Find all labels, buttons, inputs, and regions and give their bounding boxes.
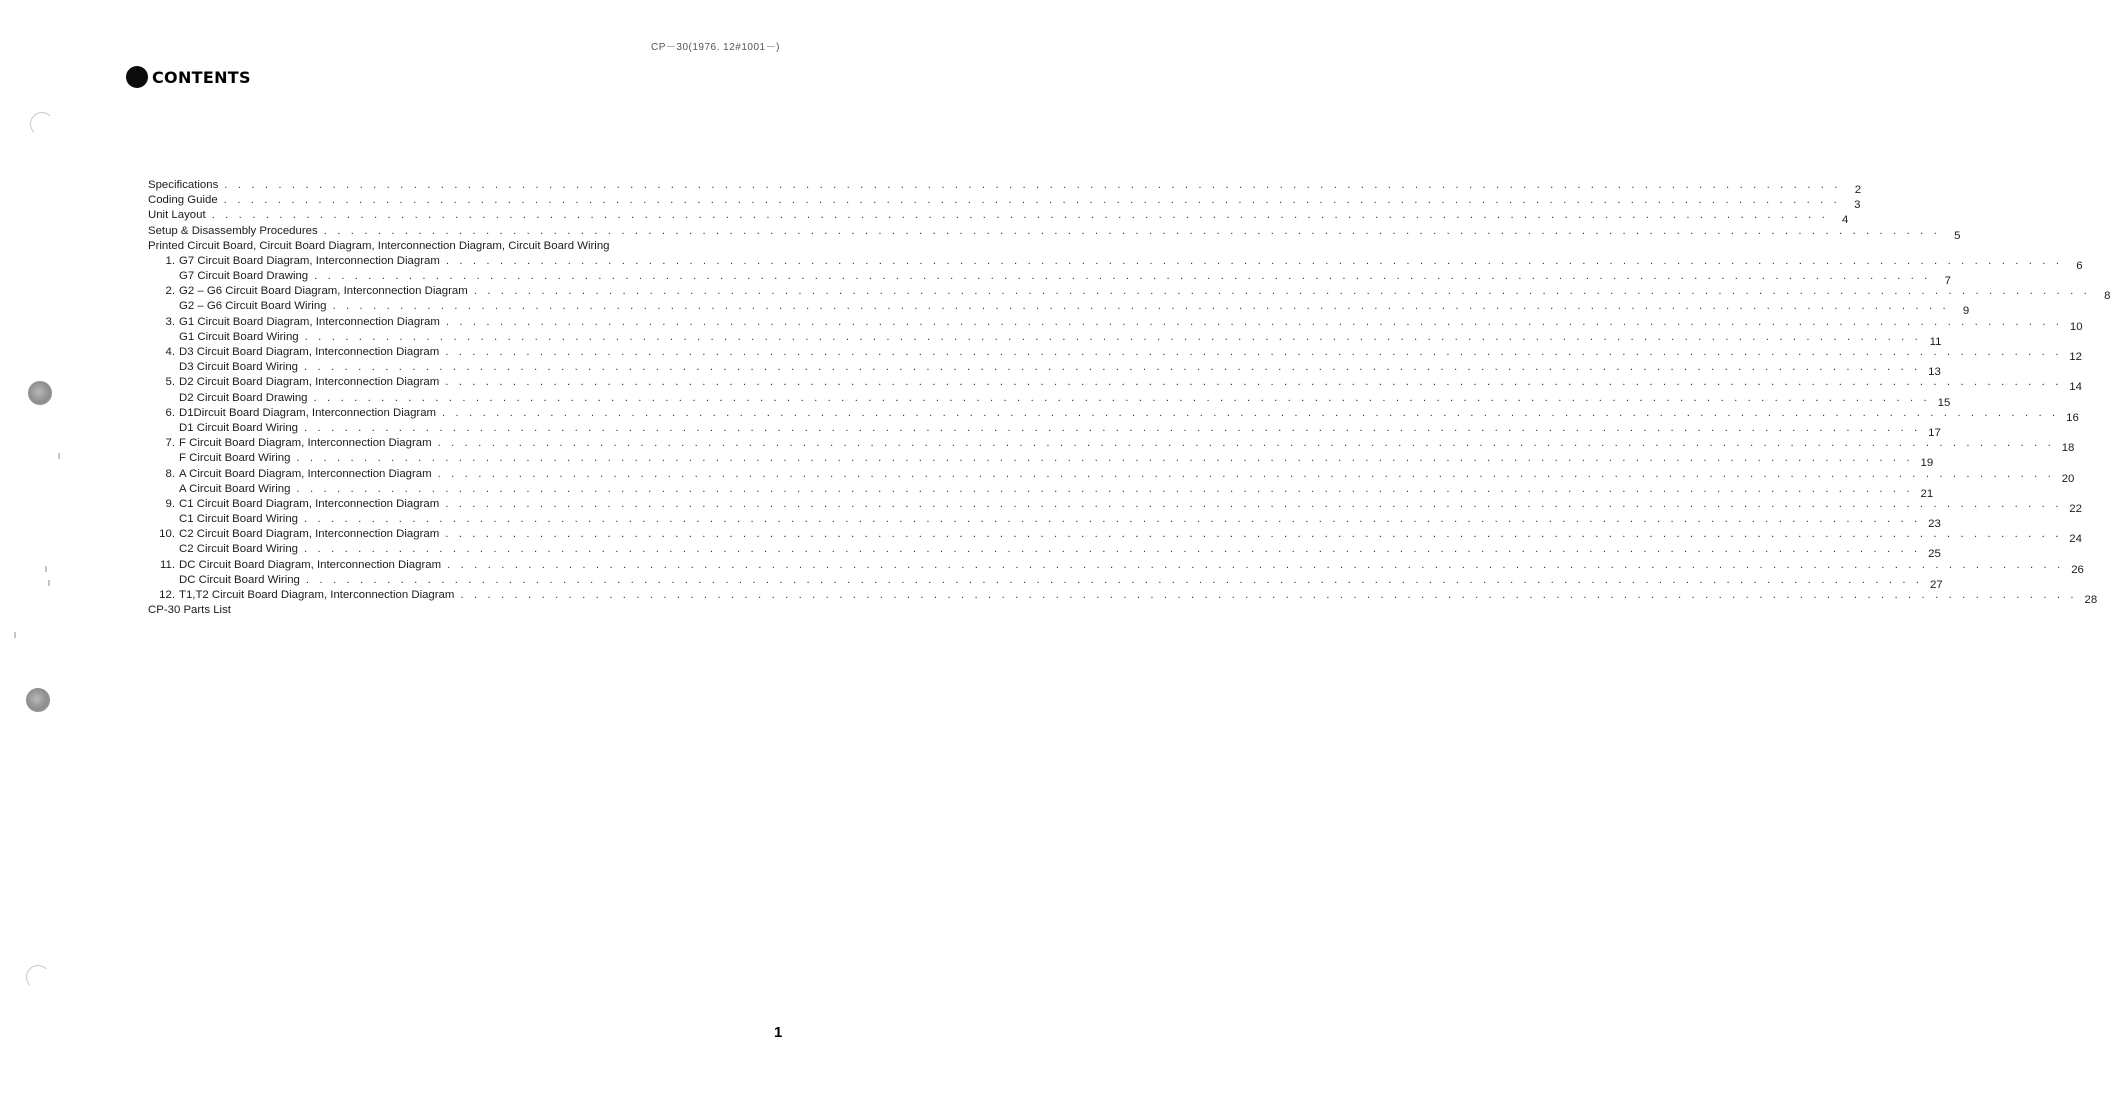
toc-entry bbox=[148, 193, 1861, 212]
toc-entry bbox=[148, 512, 1941, 531]
table-of-contents bbox=[148, 178, 2110, 618]
toc-entry-page: 4 bbox=[1842, 214, 1849, 227]
toc-entry-title: G1 Circuit Board Wiring bbox=[179, 330, 299, 343]
toc-dot-leader: . . . . . . . . . . . . . . . . . . . . . . . . . . . . . . . . . . . . . . . . . . . . . . . . . . . . . . . . . . . . . . . . . . . . . . . . . . . . . . . . . . . . . . . . . . . . . . . . . . . . . . . . . . . . . . . . . . . . . . . . bbox=[437, 467, 2055, 480]
toc-entry-page: 21 bbox=[1920, 487, 1934, 500]
toc-entry-page: 10 bbox=[2069, 320, 2083, 333]
toc-dot-leader: . . . . . . . . . . . . . . . . . . . . . . . . . . . . . . . . . . . . . . . . . . . . . . . . . . . . . . . . . . . . . . . . . . . . . . . . . . . . . . . . . . . . . . . . . . . . . . . . . . . . . . . . . . . . . . . . . . . . . . . . bbox=[304, 330, 1922, 343]
toc-entry-page: 28 bbox=[2084, 594, 2098, 607]
toc-entry-title: DC Circuit Board Wiring bbox=[179, 573, 300, 586]
binder-hole-icon bbox=[28, 381, 52, 405]
toc-entry-number: 7. bbox=[165, 437, 175, 450]
toc-entry bbox=[148, 467, 2075, 485]
toc-entry-number: 4. bbox=[165, 346, 175, 359]
toc-entry bbox=[148, 543, 1941, 561]
toc-dot-leader: . . . . . . . . . . . . . . . . . . . . . . . . . . . . . . . . . . . . . . . . . . . . . . . . . . . . . . . . . . . . . . . . . . . . . . . . . . . . . . . . . . . . . . . . . . . . . . . . . . . . . . . . . . . . . . . . . . . . . . . . bbox=[313, 391, 1931, 404]
toc-entry bbox=[148, 421, 1941, 439]
toc-dot-leader: . . . . . . . . . . . . . . . . . . . . . . . . . . . . . . . . . . . . . . . . . . . . . . . . . . . . . . . . . . . . . . . . . . . . . . . . . . . . . . . . . . . . . . . . . . . . . . . . . . . . . . . . . . . . . . . . . . . . . . . . bbox=[473, 285, 2091, 298]
toc-entry-page: 27 bbox=[1930, 578, 1943, 591]
toc-entry-page: 3 bbox=[1854, 199, 1861, 212]
toc-entry-title: D2 Circuit Board Diagram, Interconnection Diagram bbox=[179, 376, 440, 389]
toc-entry bbox=[148, 208, 1849, 227]
heading-bullet-icon bbox=[126, 66, 148, 88]
toc-entry bbox=[148, 375, 2082, 394]
toc-entry-number: 3. bbox=[165, 315, 175, 328]
toc-entry-title: F Circuit Board Wiring bbox=[179, 452, 291, 465]
toc-dot-leader: . . . . . . . . . . . . . . . . . . . . . . . . . . . . . . . . . . . . . . . . . . . . . . . . . . . . . . . . . . . . . . . . . . . . . . . . . . . . . . . . . . . . . . . . . . . . . . . . . . . . . . . . . . . . . . . . . . . . . . . . bbox=[332, 300, 1950, 313]
toc-entry bbox=[148, 269, 1951, 288]
toc-entry-number: 11. bbox=[160, 558, 175, 571]
toc-entry bbox=[148, 482, 1934, 500]
toc-entry-title: D3 Circuit Board Diagram, Interconnection Diagram bbox=[179, 346, 440, 359]
toc-entry bbox=[148, 284, 2110, 303]
toc-entry bbox=[148, 224, 1961, 242]
toc-entry-title: CP-30 Parts List bbox=[148, 604, 231, 617]
binder-hole-icon bbox=[26, 688, 50, 712]
toc-dot-leader: . . . . . . . . . . . . . . . . . . . . . . . . . . . . . . . . . . . . . . . . . . . . . . . . . . . . . . . . . . . . . . . . . . . . . . . . . . . . . . . . . . . . . . . . . . . . . . . . . . . . . . . . . . . . . . . . . . . . . . . . bbox=[445, 254, 2063, 267]
binder-hole-outline-icon bbox=[26, 965, 50, 989]
toc-entry bbox=[148, 406, 2079, 424]
toc-dot-leader: . . . . . . . . . . . . . . . . . . . . . . . . . . . . . . . . . . . . . . . . . . . . . . . . . . . . . . . . . . . . . . . . . . . . . . . . . . . . . . . . . . . . . . . . . . . . . . . . . . . . . . . . . . . . . . . . . . . . . . . . bbox=[314, 270, 1931, 283]
binder-hole-outline-icon bbox=[30, 112, 54, 136]
toc-dot-leader: . . . . . . . . . . . . . . . . . . . . . . . . . . . . . . . . . . . . . . . . . . . . . . . . . . . . . . . . . . . . . . . . . . . . . . . . . . . . . . . . . . . . . . . . . . . . . . . . . . . . . . . . . . . . . . . . . . . . . . . . bbox=[304, 361, 1921, 374]
toc-entry bbox=[148, 254, 2083, 272]
toc-entry-page: 13 bbox=[1928, 366, 1941, 379]
toc-entry-page: 22 bbox=[2069, 502, 2082, 515]
toc-entry-page: 19 bbox=[1920, 457, 1934, 470]
toc-entry-page: 23 bbox=[1928, 518, 1941, 531]
toc-entry-page: 5 bbox=[1954, 229, 1961, 242]
toc-entry bbox=[148, 315, 2083, 333]
toc-dot-leader: . . . . . . . . . . . . . . . . . . . . . . . . . . . . . . . . . . . . . . . . . . . . . . . . . . . . . . . . . . . . . . . . . . . . . . . . . . . . . . . . . . . . . . . . . . . . . . . . . . . . . . . . . . . . . . . . . . . . . . . . bbox=[442, 406, 2059, 419]
scan-speck bbox=[58, 453, 60, 459]
toc-entry-title: G7 Circuit Board Drawing bbox=[179, 270, 309, 283]
toc-entry-page: 15 bbox=[1937, 396, 1951, 409]
toc-entry bbox=[148, 391, 1951, 409]
toc-dot-leader: . . . . . . . . . . . . . . . . . . . . . . . . . . . . . . . . . . . . . . . . . . . . . . . . . . . . . . . . . . . . . . . . . . . . . . . . . . . . . . . . . . . . . . . . . . . . . . . . . . . . . . . . . . . . . . . . . . . . . . . . bbox=[224, 178, 1842, 191]
toc-entry-title: Setup & Disassembly Procedures bbox=[148, 224, 318, 237]
toc-dot-leader: . . . . . . . . . . . . . . . . . . . . . . . . . . . . . . . . . . . . . . . . . . . . . . . . . . . . . . . . . . . . . . . . . . . . . . . . . . . . . . . . . . . . . . . . . . . . . . . . . . . . . . . . . . . . . . . . . . . . . . . . bbox=[445, 315, 2063, 328]
toc-entry-page: 14 bbox=[2069, 381, 2082, 394]
toc-dot-leader: . . . . . . . . . . . . . . . . . . . . . . . . . . . . . . . . . . . . . . . . . . . . . . . . . . . . . . . . . . . . . . . . . . . . . . . . . . . . . . . . . . . . . . . . . . . . . . . . . . . . . . . . . . . . . . . . . . . . . . . . bbox=[304, 543, 1921, 556]
toc-dot-leader: . . . . . . . . . . . . . . . . . . . . . . . . . . . . . . . . . . . . . . . . . . . . . . . . . . . . . . . . . . . . . . . . . . . . . . . . . . . . . . . . . . . . . . . . . . . . . . . . . . . . . . . . . . . . . . . . . . . . . . . . bbox=[445, 497, 2062, 510]
toc-entry-number: 1. bbox=[165, 254, 175, 267]
toc-dot-leader: . . . . . . . . . . . . . . . . . . . . . . . . . . . . . . . . . . . . . . . . . . . . . . . . . . . . . . . . . . . . . . . . . . . . . . . . . . . . . . . . . . . . . . . . . . . . . . . . . . . . . . . . . . . . . . . . . . . . . . . . bbox=[445, 376, 2062, 389]
toc-entry-page: 16 bbox=[2066, 411, 2079, 424]
toc-entry-title: A Circuit Board Diagram, Interconnection Diagram bbox=[179, 467, 432, 480]
toc-entry-title: C2 Circuit Board Diagram, Interconnection Diagram bbox=[179, 528, 440, 541]
toc-entry-number: 9. bbox=[165, 497, 175, 510]
toc-entry-page: 7 bbox=[1944, 275, 1951, 288]
toc-entry-page: 18 bbox=[2061, 442, 2075, 455]
toc-dot-leader: . . . . . . . . . . . . . . . . . . . . . . . . . . . . . . . . . . . . . . . . . . . . . . . . . . . . . . . . . . . . . . . . . . . . . . . . . . . . . . . . . . . . . . . . . . . . . . . . . . . . . . . . . . . . . . . . . . . . . . . . bbox=[296, 482, 1914, 495]
toc-entry-title: Specifications bbox=[148, 178, 219, 191]
toc-entry-page: 11 bbox=[1929, 335, 1942, 348]
page-title: CONTENTS bbox=[152, 67, 251, 87]
toc-dot-leader: . . . . . . . . . . . . . . . . . . . . . . . . . . . . . . . . . . . . . . . . . . . . . . . . . . . . . . . . . . . . . . . . . . . . . . . . . . . . . . . . . . . . . . . . . . . . . . . . . . . . . . . . . . . . . . . . . . . . . . . . bbox=[445, 528, 2062, 541]
toc-entry-page: 6 bbox=[2076, 259, 2083, 272]
page-number: 1 bbox=[774, 1024, 783, 1041]
toc-entry bbox=[148, 330, 1942, 348]
toc-entry-page: 24 bbox=[2069, 533, 2082, 546]
toc-entry-page: 17 bbox=[1928, 426, 1941, 439]
toc-entry-number: 5. bbox=[165, 376, 175, 389]
toc-entry-page: 20 bbox=[2061, 472, 2075, 485]
toc-entry-title: C1 Circuit Board Wiring bbox=[179, 513, 299, 526]
toc-entry-title: T1,T2 Circuit Board Diagram, Interconnection Diagram bbox=[179, 589, 455, 602]
toc-entry bbox=[148, 345, 2082, 364]
toc-entry bbox=[148, 588, 2098, 607]
toc-entry-number: 6. bbox=[165, 406, 175, 419]
toc-dot-leader: . . . . . . . . . . . . . . . . . . . . . . . . . . . . . . . . . . . . . . . . . . . . . . . . . . . . . . . . . . . . . . . . . . . . . . . . . . . . . . . . . . . . . . . . . . . . . . . . . . . . . . . . . . . . . . . . . . . . . . . . bbox=[305, 573, 1923, 586]
toc-entry-page: 26 bbox=[2071, 563, 2084, 576]
toc-dot-leader: . . . . . . . . . . . . . . . . . . . . . . . . . . . . . . . . . . . . . . . . . . . . . . . . . . . . . . . . . . . . . . . . . . . . . . . . . . . . . . . . . . . . . . . . . . . . . . . . . . . . . . . . . . . . . . . . . . . . . . . . bbox=[211, 209, 1829, 222]
toc-dot-leader: . . . . . . . . . . . . . . . . . . . . . . . . . . . . . . . . . . . . . . . . . . . . . . . . . . . . . . . . . . . . . . . . . . . . . . . . . . . . . . . . . . . . . . . . . . . . . . . . . . . . . . . . . . . . . . . . . . . . . . . . bbox=[437, 437, 2055, 450]
toc-dot-leader: . . . . . . . . . . . . . . . . . . . . . . . . . . . . . . . . . . . . . . . . . . . . . . . . . . . . . . . . . . . . . . . . . . . . . . . . . . . . . . . . . . . . . . . . . . . . . . . . . . . . . . . . . . . . . . . . . . . . . . . . bbox=[304, 421, 1921, 434]
toc-entry bbox=[148, 360, 1941, 379]
toc-dot-leader: . . . . . . . . . . . . . . . . . . . . . . . . . . . . . . . . . . . . . . . . . . . . . . . . . . . . . . . . . . . . . . . . . . . . . . . . . . . . . . . . . . . . . . . . . . . . . . . . . . . . . . . . . . . . . . . . . . . . . . . . bbox=[223, 194, 1841, 207]
toc-entry-title: G2 – G6 Circuit Board Diagram, Interconnection Diagram bbox=[179, 285, 468, 298]
toc-entry-page: 25 bbox=[1928, 548, 1941, 561]
toc-entry bbox=[148, 558, 2084, 576]
toc-entry-title: A Circuit Board Wiring bbox=[179, 482, 291, 495]
toc-dot-leader: . . . . . . . . . . . . . . . . . . . . . . . . . . . . . . . . . . . . . . . . . . . . . . . . . . . . . . . . . . . . . . . . . . . . . . . . . . . . . . . . . . . . . . . . . . . . . . . . . . . . . . . . . . . . . . . . . . . . . . . . bbox=[323, 224, 1941, 237]
toc-dot-leader: . . . . . . . . . . . . . . . . . . . . . . . . . . . . . . . . . . . . . . . . . . . . . . . . . . . . . . . . . . . . . . . . . . . . . . . . . . . . . . . . . . . . . . . . . . . . . . . . . . . . . . . . . . . . . . . . . . . . . . . . bbox=[445, 346, 2062, 359]
toc-entry-number: 2. bbox=[165, 285, 175, 298]
toc-entry-title: Printed Circuit Board, Circuit Board Diagram, Interconnection Diagram, Circuit Board Wiring bbox=[148, 239, 610, 252]
toc-entry-title: G2 – G6 Circuit Board Wiring bbox=[179, 300, 327, 313]
toc-entry-title: F Circuit Board Diagram, Interconnection Diagram bbox=[179, 437, 432, 450]
toc-entry-number: 8. bbox=[165, 467, 175, 480]
scan-speck bbox=[45, 566, 47, 572]
scan-speck bbox=[48, 580, 50, 586]
toc-entry-title: D1 Circuit Board Wiring bbox=[179, 421, 299, 434]
scan-speck bbox=[14, 632, 16, 638]
toc-dot-leader: . . . . . . . . . . . . . . . . . . . . . . . . . . . . . . . . . . . . . . . . . . . . . . . . . . . . . . . . . . . . . . . . . . . . . . . . . . . . . . . . . . . . . . . . . . . . . . . . . . . . . . . . . . . . . . . . . . . . . . . . bbox=[296, 452, 1914, 465]
toc-entry bbox=[148, 239, 752, 254]
toc-entry-page: 2 bbox=[1854, 183, 1862, 196]
toc-entry-title: D2 Circuit Board Drawing bbox=[179, 391, 308, 404]
toc-dot-leader: . . . . . . . . . . . . . . . . . . . . . . . . . . . . . . . . . . . . . . . . . . . . . . . . . . . . . . . . . . . . . . . . . . . . . . . . . . . . . . . . . . . . . . . . . . . . . . . . . . . . . . . . . . . . . . . . . . . . . . . . bbox=[304, 513, 1921, 526]
toc-entry-title: C2 Circuit Board Wiring bbox=[179, 543, 299, 556]
toc-entry bbox=[148, 436, 2075, 455]
toc-entry bbox=[148, 178, 1862, 196]
toc-entry-title: G1 Circuit Board Diagram, Interconnection Diagram bbox=[179, 315, 440, 328]
toc-entry-title: DC Circuit Board Diagram, Interconnection Diagram bbox=[179, 558, 442, 571]
toc-entry bbox=[148, 527, 2082, 546]
toc-entry-number: 10. bbox=[159, 528, 175, 541]
toc-entry-title: Coding Guide bbox=[148, 194, 218, 207]
toc-entry bbox=[148, 451, 1934, 470]
toc-entry bbox=[148, 300, 1970, 318]
contents-heading bbox=[126, 66, 251, 88]
toc-entry-title: G7 Circuit Board Diagram, Interconnection Diagram bbox=[179, 254, 440, 267]
toc-dot-leader: . . . . . . . . . . . . . . . . . . . . . . . . . . . . . . . . . . . . . . . . . . . . . . . . . . . . . . . . . . . . . . . . . . . . . . . . . . . . . . . . . . . . . . . . . . . . . . . . . . . . . . . . . . . . . . . . . . . . . . . . bbox=[460, 589, 2078, 602]
toc-entry-page: 9 bbox=[1962, 305, 1970, 318]
document-code: CP－30(1976. 12#1001－) bbox=[651, 42, 780, 53]
toc-entry bbox=[148, 603, 752, 618]
toc-entry-title: C1 Circuit Board Diagram, Interconnection Diagram bbox=[179, 497, 440, 510]
toc-entry-page: 12 bbox=[2069, 351, 2082, 364]
toc-entry-number: 12. bbox=[159, 589, 175, 602]
toc-entry-title: D3 Circuit Board Wiring bbox=[179, 361, 299, 374]
toc-dot-leader: . . . . . . . . . . . . . . . . . . . . . . . . . . . . . . . . . . . . . . . . . . . . . . . . . . . . . . . . . . . . . . . . . . . . . . . . . . . . . . . . . . . . . . . . . . . . . . . . . . . . . . . . . . . . . . . . . . . . . . . . bbox=[447, 558, 2064, 571]
toc-entry-title: D1Dircuit Board Diagram, Interconnection Diagram bbox=[179, 406, 437, 419]
toc-entry-page: 8 bbox=[2104, 290, 2110, 303]
toc-entry-title: Unit Layout bbox=[148, 209, 206, 222]
toc-entry bbox=[148, 497, 2082, 515]
toc-entry bbox=[148, 573, 1943, 591]
